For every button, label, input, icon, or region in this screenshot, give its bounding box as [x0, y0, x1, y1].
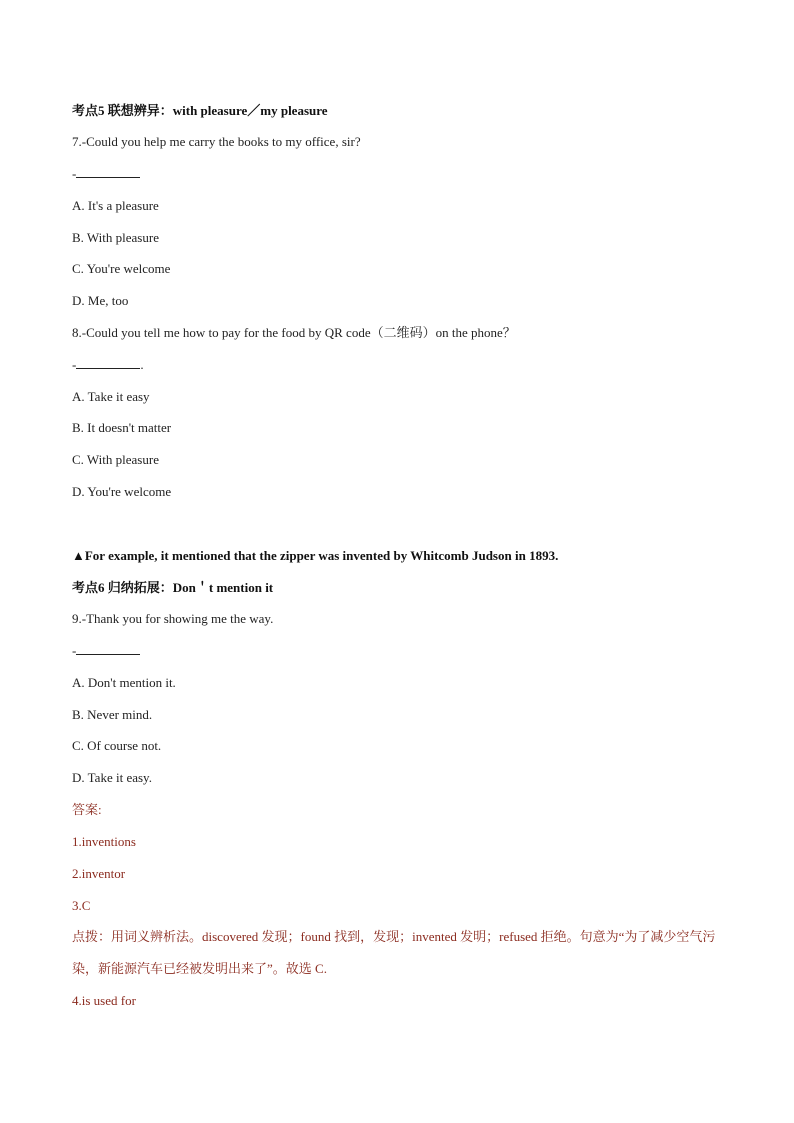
- response-period: .: [140, 357, 144, 372]
- section-6-title: 考点6 归纳拓展：Don＇t mention it: [72, 580, 274, 595]
- answers-label: 答案:: [72, 802, 102, 817]
- q9-option-c: C. Of course not.: [72, 738, 162, 753]
- answer-3-hint: 点拨：用词义辨析法。discovered 发现；found 找到，发现；invented 发明；refused 拒绝。句意为“为了减少空气污染，新能源汽车已经被发明出来了”。故选 C.: [72, 929, 716, 976]
- q9-option-a: A. Don't mention it.: [72, 675, 176, 690]
- q9-option-d: D. Take it easy.: [72, 770, 152, 785]
- question-8-response: [72, 357, 144, 373]
- question-7-response: [72, 166, 140, 182]
- question-9-response: [72, 643, 140, 659]
- answer-3: 3.C: [72, 898, 91, 913]
- q8-option-a: A. Take it easy: [72, 389, 150, 404]
- q8-option-d: D. You're welcome: [72, 484, 172, 499]
- q7-option-d: D. Me, too: [72, 293, 129, 308]
- question-8: 8.-Could you tell me how to pay for the food by QR code（二维码）on the phone？: [72, 325, 516, 340]
- q7-option-a: A. It's a pleasure: [72, 198, 159, 213]
- answer-blank: [76, 166, 140, 178]
- q7-option-c: C. You're welcome: [72, 261, 171, 276]
- response-dash: -: [72, 166, 77, 181]
- q8-option-b: B. It doesn't matter: [72, 420, 172, 435]
- response-dash: -: [72, 643, 77, 658]
- q9-option-b: B. Never mind.: [72, 707, 153, 722]
- answer-blank: [76, 357, 140, 369]
- question-9: 9.-Thank you for showing me the way.: [72, 611, 274, 626]
- question-7: 7.-Could you help me carry the books to my office, sir?: [72, 134, 361, 149]
- answer-blank: [76, 643, 140, 655]
- section-5-title: 考点5 联想辨异：with pleasure／my pleasure: [72, 103, 328, 118]
- answer-1: 1.inventions: [72, 834, 136, 849]
- q7-option-b: B. With pleasure: [72, 230, 159, 245]
- q8-option-c: C. With pleasure: [72, 452, 159, 467]
- answer-4: 4.is used for: [72, 993, 136, 1008]
- response-dash: -: [72, 357, 77, 372]
- answer-2: 2.inventor: [72, 866, 126, 881]
- example-note: ▲For example, it mentioned that the zipper was invented by Whitcomb Judson in 1893.: [72, 548, 559, 563]
